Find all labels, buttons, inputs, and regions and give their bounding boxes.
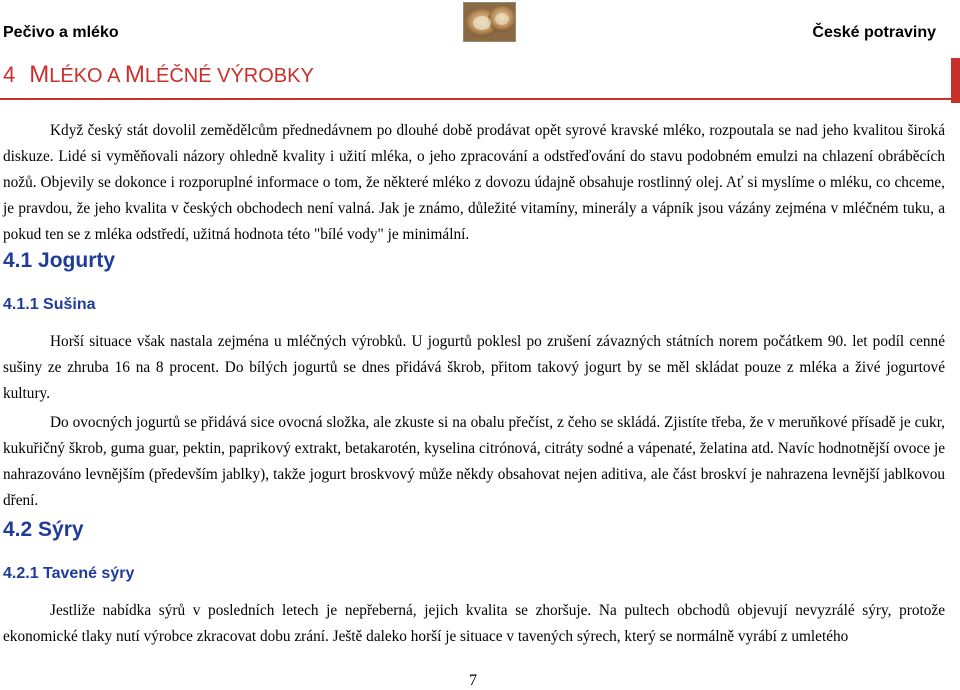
chapter-number: 4 <box>3 62 16 87</box>
paragraph-susina: Horší situace však nastala zejména u mléčných výrobků. U jogurtů poklesl po zrušení závazných státních norem počátkem 90. let podíl cenné sušiny ze zhruba 16 na 8 procent. Do bílých jogurtů se dnes přidává škrob, přitom takový jogurt by se měl skládat pouze z mléka a živé jogurtové kultury. <box>3 333 945 402</box>
paragraph-ovocne-jogurty: Do ovocných jogurtů se přidává sice ovocná složka, ale zkuste si na obalu přečíst, z čeho se skládá. Zjistíte třeba, že v meruňkové přísadě je cukr, kukuřičný škrob, guma guar, pektin, paprikový extrakt, betakarotén, kyselina citrónová, citráty sodné a vápenaté, želatina atd. Navíc hodnotnější ovoce je nahrazováno levnějším (především jablky), takže jogurt broskvový může někdy obsahovat nejen aditiva, ale část broskví je nahrazena levnější jablkovou dření. <box>3 414 945 509</box>
chapter-title <box>3 61 314 89</box>
heading-jogurty: 4.1 Jogurty <box>3 249 116 272</box>
chapter-title-initial-2: M <box>124 61 145 88</box>
heading-susina: 4.1.1 Sušina <box>3 296 96 313</box>
chapter-title-initial: M <box>29 61 50 88</box>
chapter-accent-bar <box>951 58 960 103</box>
bread-photo <box>463 2 516 42</box>
heading-tavene-syry: 4.2.1 Tavené sýry <box>3 565 135 582</box>
chapter-rule <box>0 98 956 100</box>
page-number: 7 <box>469 672 477 689</box>
header-document-title: Pečivo a mléko <box>3 24 119 41</box>
paragraph-intro: Když český stát dovolil zemědělcům přednedávnem po dlouhé době prodávat opět syrové kravské mléko, rozpoutala se nad jeho kvalitou široká diskuze. Lidé si vyměňovali názory ohledně kvality i užití mléka, o jeho zpracování a odstřeďování do stavu podobném emulzi na chlazení obráběcích nožů. Objevily se dokonce i rozporuplné informace o tom, že některé mléko z dovozu údajně obsahuje rostlinný olej. Ať si myslíme o mléku, co chceme, je pravdou, že jeho kvalita v českých obchodech není valná. Jak je známo, důležité vitamíny, minerály a vápník jsou vázány zejména v mléčném tuku, a pokud ten se z mléka odstředí, užitná hodnota této "bílé vody" je minimální. <box>3 122 945 243</box>
header-series-title: České potraviny <box>812 24 936 41</box>
chapter-title-part-2: LÉČNÉ VÝROBKY <box>144 65 314 87</box>
heading-syry: 4.2 Sýry <box>3 518 84 541</box>
paragraph-tavene-syry: Jestliže nabídka sýrů v posledních letech je nepřeberná, jejich kvalita se zhoršuje. Na pultech obchodů objevují nevyzrálé sýry, protože ekonomické tlaky nutí výrobce zkracovat dobu zrání. Ještě daleko horší je situace v tavených sýrech, který se normálně vyrábí z umletého <box>3 602 945 645</box>
chapter-title-part: LÉKO A <box>49 65 125 87</box>
